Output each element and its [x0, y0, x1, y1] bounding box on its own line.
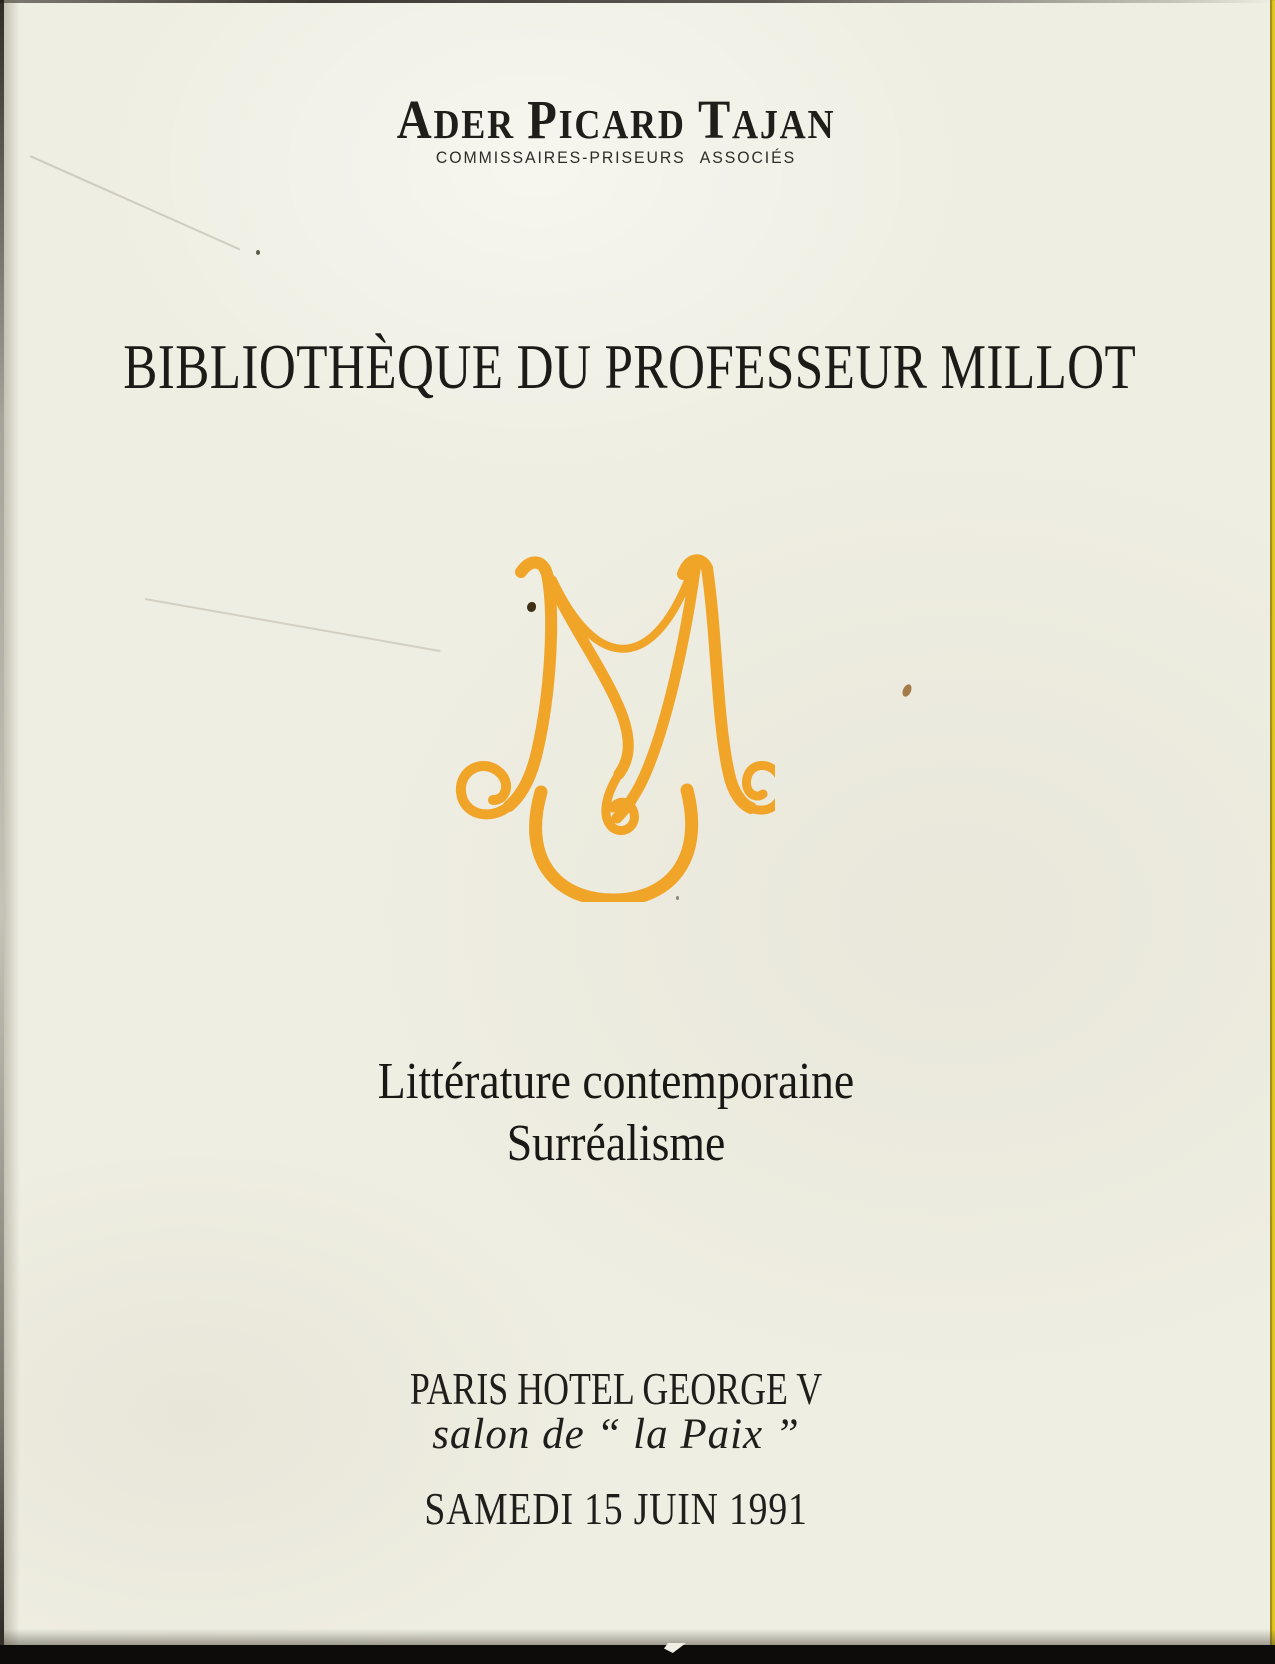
brand-initial: P	[527, 89, 559, 150]
cover-edge-yellow-strip	[1270, 0, 1275, 1664]
brand-rest: ICARD	[558, 101, 686, 147]
scan-edge-bottom-band	[0, 1645, 1275, 1664]
subject-line-surrealisme: Surréalisme	[506, 1115, 726, 1172]
sale-date: SAMEDI 15 JUIN 1991	[424, 1483, 808, 1534]
auction-house-subtitle: COMMISSAIRES-PRISEURS ASSOCIÉS	[435, 149, 797, 167]
scan-edge-top	[0, 0, 1275, 3]
ink-speck	[256, 250, 260, 255]
brand-initial: T	[697, 89, 733, 150]
brand-rest: DER	[433, 101, 515, 147]
brand-word	[396, 89, 515, 150]
brand-initial: A	[396, 89, 434, 150]
brand-rest: AJAN	[732, 101, 836, 147]
brand-word	[697, 89, 836, 150]
auction-house-logo	[74, 90, 1158, 149]
venue-room: salon de “ la Paix ”	[432, 1411, 800, 1458]
scan-edge-left-shadow	[4, 0, 20, 1664]
ink-speck	[527, 602, 536, 612]
subject-line-literature: Littérature contemporaine	[377, 1053, 855, 1110]
brand-word	[527, 89, 686, 150]
monogram-icon	[455, 552, 775, 902]
scan-edge-bottom-shadow	[0, 1629, 1275, 1645]
catalog-title: BIBLIOTHÈQUE DU PROFESSEUR MILLOT	[123, 331, 1137, 402]
venue-name: PARIS HOTEL GEORGE V	[409, 1363, 823, 1414]
